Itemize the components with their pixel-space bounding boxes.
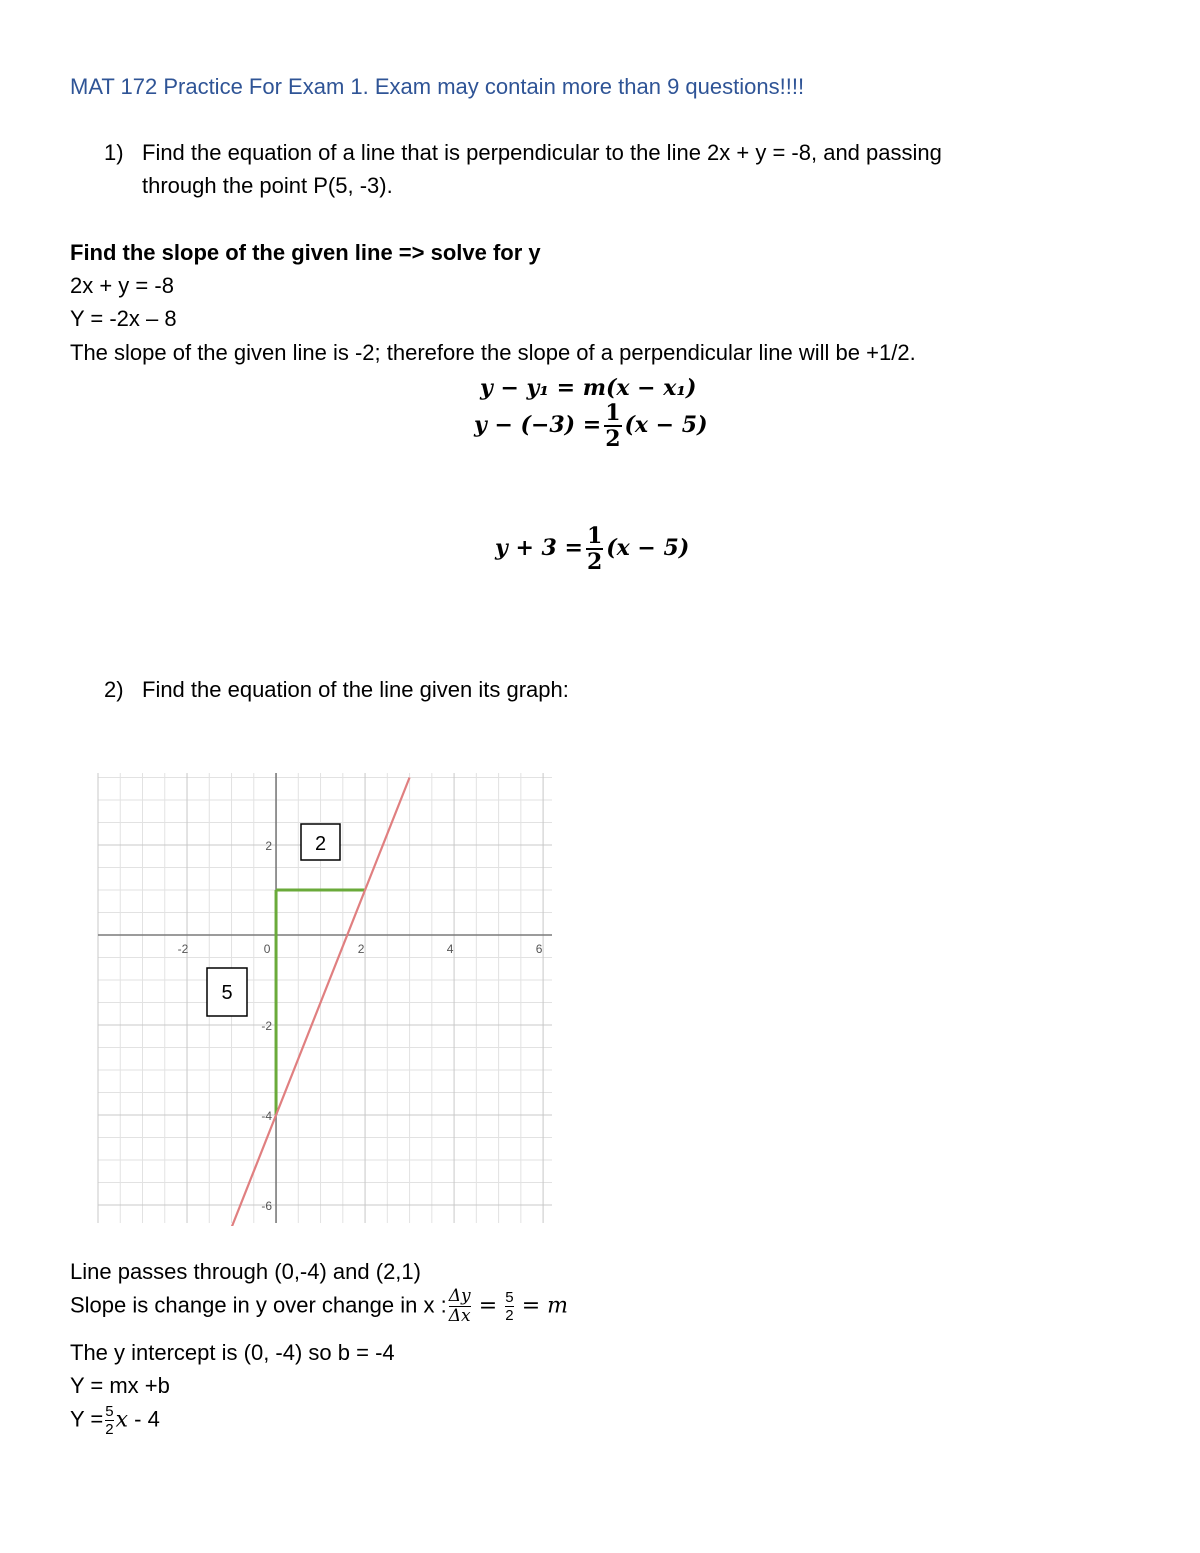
eq2-numerator: 1 bbox=[605, 400, 621, 426]
slope-value-num: 5 bbox=[505, 1289, 514, 1306]
run-box-label: 2 bbox=[314, 833, 327, 855]
final-right: - 4 bbox=[128, 1406, 160, 1432]
delta-fraction bbox=[449, 1288, 471, 1325]
y-tick-label: 2 bbox=[265, 839, 273, 853]
points-text: Line passes through (0,-4) and (2,1) bbox=[70, 1259, 421, 1284]
question-1-text-line-2: through the point P(5, -3). bbox=[142, 173, 393, 198]
page-title: MAT 172 Practice For Exam 1. Exam may contain more than 9 questions!!!! bbox=[70, 74, 805, 99]
intercept-text: The y intercept is (0, -4) so b = -4 bbox=[70, 1340, 395, 1365]
point-slope-simplified bbox=[495, 525, 689, 573]
x-tick-label: -2 bbox=[177, 942, 189, 956]
x-tick-label: 6 bbox=[535, 942, 543, 956]
y-tick-label: -4 bbox=[261, 1109, 273, 1123]
slope-m: = m bbox=[521, 1293, 569, 1319]
question-2-number: 2) bbox=[104, 677, 124, 702]
eq3-fraction bbox=[586, 525, 603, 573]
x-tick-label: 2 bbox=[357, 942, 365, 956]
slope-equals: = bbox=[478, 1293, 498, 1319]
question-1-text-line-1: Find the equation of a line that is perpendicular to the line 2x + y = -8, and passing bbox=[142, 140, 942, 165]
slope-line bbox=[70, 1288, 568, 1325]
slope-text: Slope is change in y over change in x : bbox=[70, 1292, 447, 1318]
eq2-left: y − (−3) = bbox=[474, 412, 602, 438]
delta-x: Δx bbox=[448, 1306, 471, 1326]
eq3-denominator: 2 bbox=[586, 549, 603, 575]
q1-conclusion: The slope of the given line is -2; therefore the slope of a perpendicular line will be +1/2. bbox=[70, 340, 916, 365]
x-tick-label: 4 bbox=[446, 942, 454, 956]
delta-y: Δy bbox=[448, 1286, 471, 1306]
eq3-right: (x − 5) bbox=[606, 535, 690, 561]
final-num: 5 bbox=[105, 1403, 114, 1420]
slope-intercept-form: Y = mx +b bbox=[70, 1373, 170, 1398]
eq2-right: (x − 5) bbox=[624, 412, 708, 438]
y-tick-label: -2 bbox=[261, 1019, 273, 1033]
slope-value-den: 2 bbox=[505, 1307, 514, 1324]
eq2-fraction bbox=[604, 402, 621, 450]
eq3-numerator: 1 bbox=[586, 523, 603, 549]
q1-step-2: Y = -2x – 8 bbox=[70, 306, 177, 331]
point-slope-formula: y − y₁ = m(x − x₁) bbox=[480, 375, 697, 401]
final-left: Y = bbox=[70, 1406, 104, 1432]
q1-step-1: 2x + y = -8 bbox=[70, 273, 174, 298]
question-1-number: 1) bbox=[104, 140, 124, 165]
final-equation bbox=[70, 1404, 160, 1437]
final-x: x bbox=[115, 1407, 129, 1433]
rise-box-label: 5 bbox=[221, 982, 233, 1004]
eq3-left: y + 3 = bbox=[495, 535, 583, 561]
final-den: 2 bbox=[105, 1421, 114, 1438]
final-fraction bbox=[105, 1404, 113, 1437]
point-slope-substituted bbox=[474, 402, 708, 450]
q1-heading: Find the slope of the given line => solve for y bbox=[70, 240, 541, 265]
question-2-text: Find the equation of the line given its graph: bbox=[142, 677, 569, 702]
y-tick-label: -6 bbox=[261, 1199, 273, 1213]
slope-value-fraction bbox=[505, 1290, 513, 1323]
eq2-denominator: 2 bbox=[605, 426, 621, 452]
x-tick-label: 0 bbox=[263, 942, 271, 956]
tick-labels bbox=[178, 839, 543, 1213]
line-graph bbox=[95, 770, 555, 1226]
